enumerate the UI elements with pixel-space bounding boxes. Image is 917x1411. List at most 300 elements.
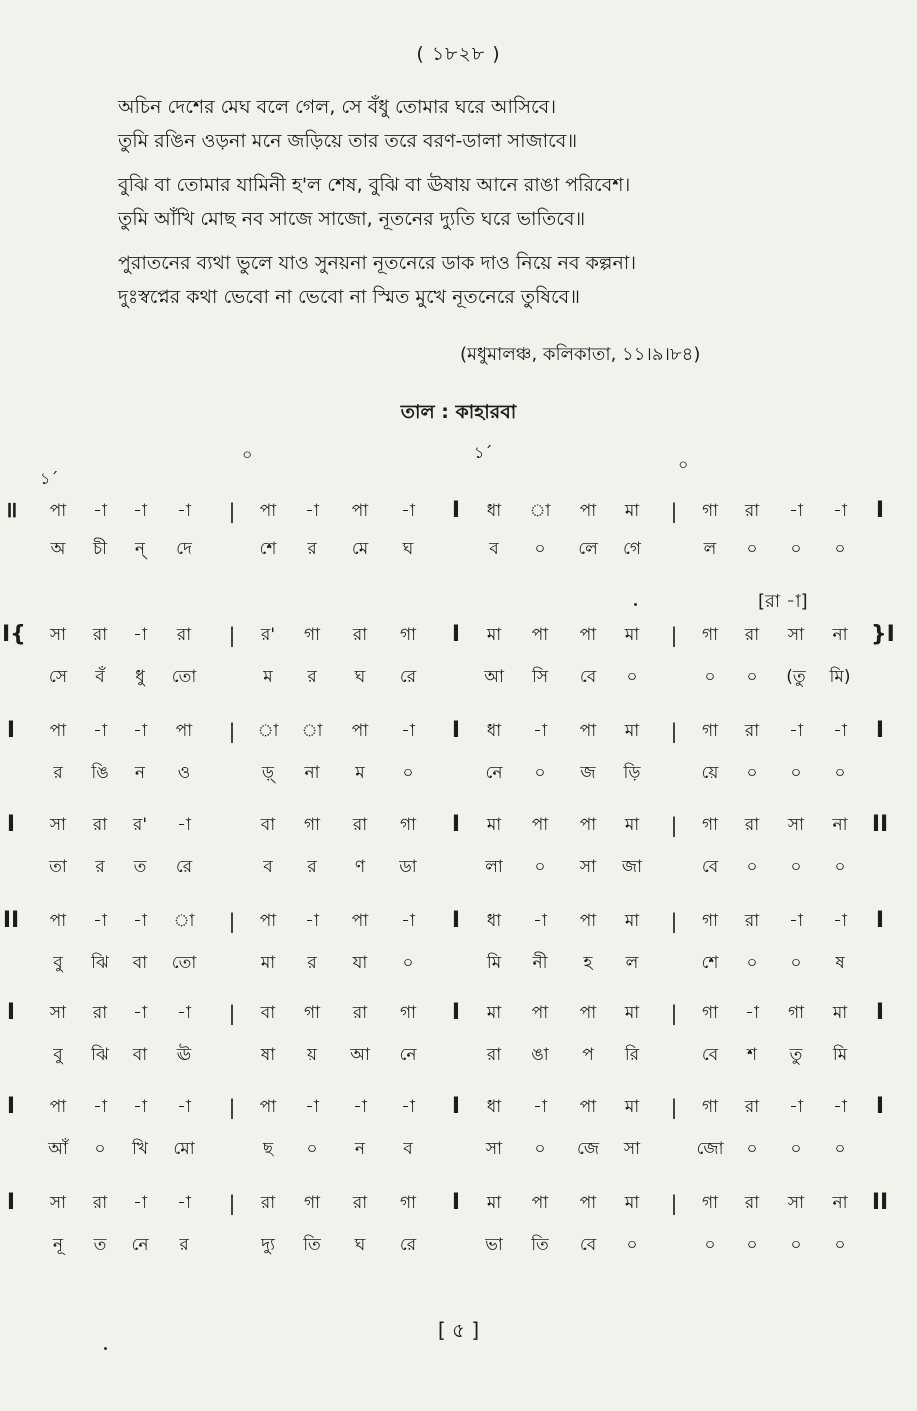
swara-note: ধা [486, 501, 502, 521]
lyric-syllable: সা [623, 1139, 641, 1159]
barline: | [670, 813, 678, 837]
swara-note: -া [305, 501, 319, 521]
lyric-syllable: ত [93, 1235, 107, 1255]
barline: II [871, 1190, 889, 1215]
lyric-syllable: লে [578, 539, 598, 559]
source-citation: (মধুমালঞ্চ, কলিকাতা, ১১।৯।৮৪) [460, 344, 701, 365]
barline: | [670, 1191, 678, 1215]
leading-barline: I [6, 1094, 16, 1119]
lyric-syllable: ঘ [354, 667, 366, 687]
swara-note: মা [486, 625, 502, 645]
swara-note: ধা [486, 721, 502, 741]
lyric-syllable: তি [303, 1235, 321, 1255]
swara-note: মা [624, 1193, 640, 1213]
lyrics-block [118, 92, 858, 316]
swara-note: ধা [486, 1097, 502, 1117]
lyric-syllable: ০ [402, 763, 414, 783]
swara-note: -া [401, 911, 415, 931]
swara-note: -া [401, 721, 415, 741]
barline: | [228, 719, 236, 743]
lyric-syllable: ০ [746, 1139, 758, 1159]
lyric-syllable: সা [579, 857, 597, 877]
swara-note: মা [624, 911, 640, 931]
barline: I [875, 498, 885, 523]
swara-note: গা [701, 1003, 719, 1023]
barline: | [670, 1095, 678, 1119]
tala-heading: তাল : কাহারবা [400, 401, 517, 423]
swara-note: গা [399, 815, 417, 835]
lyric-syllable: তা [49, 857, 67, 877]
swara-note: -া [93, 1097, 107, 1117]
barline: I [451, 908, 461, 933]
leading-barline: I [6, 1190, 16, 1215]
lyric-syllable: চী [92, 539, 108, 559]
lyric-syllable: ০ [534, 763, 546, 783]
lyric-line: তুমি রঙিন ওড়না মনে জড়িয়ে তার তরে বরণ-ডালা সাজাবে॥ [118, 130, 578, 152]
swara-note: রা [92, 1193, 108, 1213]
lyric-syllable: তু [789, 1045, 803, 1065]
swara-note: া [529, 501, 551, 521]
lyric-syllable: ষা [260, 1045, 276, 1065]
swara-note: মা [624, 721, 640, 741]
beat-marker: ১´ [474, 443, 493, 462]
beat-marker: ০ [678, 455, 689, 474]
swara-note: পা [351, 501, 369, 521]
swara-note: পা [351, 721, 369, 741]
barline: | [670, 1001, 678, 1025]
barline: I [451, 1094, 461, 1119]
swara-row [0, 620, 917, 650]
lyric-syllable: শে [701, 953, 719, 973]
swara-note: গা [701, 1097, 719, 1117]
swara-note: পা [49, 501, 67, 521]
swara-note: মা [486, 1003, 502, 1023]
leading-barline: I [6, 1000, 16, 1025]
lyric-syllable: ০ [834, 763, 846, 783]
barline: | [228, 499, 236, 523]
lyric-syllable: ০ [790, 1235, 802, 1255]
swara-note: -া [177, 815, 191, 835]
page-number-top: ( ১৮২৮ ) [416, 43, 501, 65]
lyric-syllable: মো [173, 1139, 195, 1159]
barline: I [451, 812, 461, 837]
lyric-syllable: র [53, 763, 63, 783]
lyric-syllable: ছ [262, 1139, 274, 1159]
lyric-syllable: ০ [704, 667, 716, 687]
lyric-syllable: ০ [746, 1235, 758, 1255]
lyric-syllable: ০ [790, 763, 802, 783]
swara-note: -া [133, 721, 147, 741]
lyric-syllable: আ [350, 1045, 370, 1065]
lyric-syllable-row [0, 758, 917, 788]
swara-note: -া [133, 1097, 147, 1117]
swara-note: পা [175, 721, 193, 741]
swara-note: রা [352, 815, 368, 835]
lyric-syllable: ড়্ [261, 763, 275, 783]
swara-note: গা [399, 1003, 417, 1023]
lyric-syllable-row [0, 1040, 917, 1070]
swara-row [0, 496, 917, 526]
swara-note: গা [787, 1003, 805, 1023]
swara-note: পা [49, 1097, 67, 1117]
swara-note: -া [133, 1193, 147, 1213]
lyric-syllable: জ [580, 763, 596, 783]
lyric-syllable: র [307, 953, 317, 973]
barline: | [228, 1001, 236, 1025]
swara-note: পা [579, 911, 597, 931]
swara-note: -া [789, 911, 803, 931]
lyric-syllable: বে [579, 1235, 597, 1255]
lyric-syllable: ঘ [354, 1235, 366, 1255]
swara-row [0, 810, 917, 840]
lyric-syllable: ন্ [134, 539, 146, 559]
lyric-syllable: শে [259, 539, 277, 559]
lyric-syllable-row [0, 1230, 917, 1260]
swara-note: -া [177, 1097, 191, 1117]
swara-note: মা [624, 501, 640, 521]
lyric-syllable: ০ [746, 539, 758, 559]
lyric-line: দুঃস্বপ্নের কথা ভেবো না ভেবো না স্মিত মুখে নূতনেরে তুষিবে॥ [118, 286, 580, 308]
lyric-syllable: মে [351, 539, 369, 559]
barline: | [670, 909, 678, 933]
lyric-syllable: আ [484, 667, 504, 687]
barline: | [670, 719, 678, 743]
lyric-syllable: মি) [829, 667, 851, 687]
lyric-syllable: প [582, 1045, 594, 1065]
swara-note: পা [531, 1003, 549, 1023]
lyric-syllable: র [307, 857, 317, 877]
swara-note: পা [579, 721, 597, 741]
lyric-syllable: ০ [790, 539, 802, 559]
swara-row [0, 998, 917, 1028]
swara-note: রা [352, 1003, 368, 1023]
swara-row [0, 716, 917, 746]
beat-marker: ১´ [40, 469, 59, 488]
lyric-syllable: নূ [52, 1235, 64, 1255]
barline: I [451, 718, 461, 743]
lyric-syllable: বা [132, 953, 148, 973]
swara-note: ধা [486, 911, 502, 931]
lyric-syllable-row [0, 1134, 917, 1164]
leading-barline: I [6, 812, 16, 837]
swara-note: -া [789, 501, 803, 521]
swara-note: সা [787, 625, 805, 645]
swara-note: রা [92, 1003, 108, 1023]
swara-note: রা [744, 815, 760, 835]
lyric-syllable: নী [532, 953, 548, 973]
swara-note: গা [303, 625, 321, 645]
lyric-syllable: ০ [402, 953, 414, 973]
swara-note: সা [49, 625, 67, 645]
lyric-syllable: ডা [399, 857, 417, 877]
swara-note: বা [260, 815, 276, 835]
swara-note: -া [533, 911, 547, 931]
swara-note: রা [92, 625, 108, 645]
lyric-syllable: মি [486, 953, 502, 973]
swara-note: রা [176, 625, 192, 645]
barline: | [228, 623, 236, 647]
lyric-syllable: না [304, 763, 320, 783]
swara-note: রা [744, 1193, 760, 1213]
lyric-syllable: ০ [94, 1139, 106, 1159]
lyric-syllable: বঁ [95, 667, 105, 687]
lyric-syllable: ঊ [176, 1045, 192, 1065]
lyric-syllable: হ [583, 953, 593, 973]
swara-note: -া [833, 501, 847, 521]
barline: I [451, 1190, 461, 1215]
swara-note: না [832, 815, 848, 835]
lyric-syllable: র [307, 667, 317, 687]
swara-note: রা [92, 815, 108, 835]
lyric-syllable: (তু [786, 667, 806, 687]
lyric-syllable: ঝি [91, 1045, 109, 1065]
swara-note: -া [789, 721, 803, 741]
lyric-syllable: নে [399, 1045, 417, 1065]
swara-note: পা [259, 911, 277, 931]
swara-note: রা [744, 911, 760, 931]
lyric-syllable: ল [625, 953, 639, 973]
lyric-syllable: মা [260, 953, 276, 973]
lyric-syllable: ম [263, 667, 273, 687]
lyric-syllable: তো [171, 667, 197, 687]
swara-note: পা [531, 625, 549, 645]
swara-note: -া [533, 1097, 547, 1117]
swara-note: া [257, 721, 279, 741]
barline: | [228, 1095, 236, 1119]
lyric-syllable: ০ [790, 953, 802, 973]
lyric-syllable: রে [399, 667, 417, 687]
barline: I [875, 1094, 885, 1119]
barline: I [875, 1000, 885, 1025]
lyric-syllable: নে [131, 1235, 149, 1255]
lyric-syllable: ০ [746, 667, 758, 687]
swara-note: া [301, 721, 323, 741]
lyric-syllable: ০ [746, 857, 758, 877]
lyric-syllable-row [0, 852, 917, 882]
swara-note: -া [789, 1097, 803, 1117]
lyric-syllable: ০ [534, 857, 546, 877]
swara-note: পা [579, 1003, 597, 1023]
barline: I [451, 1000, 461, 1025]
swara-note: গা [701, 911, 719, 931]
swara-note: পা [49, 911, 67, 931]
lyric-syllable: ০ [306, 1139, 318, 1159]
lyric-line: বুঝি বা তোমার যামিনী হ'ল শেষ, বুঝি বা ঊষায় আনে রাঙা পরিবেশ। [118, 174, 631, 196]
lyric-syllable: ষ [835, 953, 845, 973]
lyric-syllable: ব [263, 857, 273, 877]
swara-note: পা [579, 1097, 597, 1117]
swara-note: পা [49, 721, 67, 741]
lyric-syllable: ঙি [91, 763, 109, 783]
swara-note: -া [833, 721, 847, 741]
swara-note: া [173, 911, 195, 931]
lyric-syllable: ঝি [91, 953, 109, 973]
lyric-syllable: ব [403, 1139, 413, 1159]
lyric-syllable: ব [489, 539, 499, 559]
lyric-syllable: রা [486, 1045, 502, 1065]
swara-note: মা [486, 815, 502, 835]
swara-note: -া [533, 721, 547, 741]
lyric-syllable: ও [177, 763, 191, 783]
swara-note: সা [787, 1193, 805, 1213]
swara-note: বা [260, 1003, 276, 1023]
swara-note: -া [353, 1097, 367, 1117]
swara-note: রা [744, 625, 760, 645]
swara-note: র' [260, 625, 276, 645]
lyric-syllable: ত [133, 857, 147, 877]
swara-note: -া [305, 1097, 319, 1117]
lyric-syllable: ণ [354, 857, 366, 877]
swara-note: রা [260, 1193, 276, 1213]
swara-note: গা [303, 1003, 321, 1023]
lyric-line: তুমি আঁখি মোছ নব সাজে সাজো, নূতনের দ্যুতি ঘরে ভাতিবে॥ [118, 208, 586, 230]
swara-note: গা [399, 625, 417, 645]
swara-note: পা [351, 911, 369, 931]
swara-note: সা [49, 1193, 67, 1213]
lyric-syllable: ০ [834, 1139, 846, 1159]
swara-row [0, 1188, 917, 1218]
lyric-syllable: ০ [626, 667, 638, 687]
lyric-syllable: দে [176, 539, 192, 559]
swara-note: পা [579, 815, 597, 835]
barline: | [228, 1191, 236, 1215]
swara-note: পা [579, 625, 597, 645]
lyric-syllable: জে [576, 1139, 600, 1159]
lyric-syllable: ল [703, 539, 717, 559]
lyric-syllable: ০ [834, 1235, 846, 1255]
lyric-syllable-row [0, 534, 917, 564]
lyric-syllable: শ [746, 1045, 758, 1065]
swara-note: পা [531, 815, 549, 835]
swara-note: র' [132, 815, 148, 835]
swara-row [0, 1092, 917, 1122]
ink-dot [634, 603, 637, 606]
swara-note: মা [624, 815, 640, 835]
swara-note: -া [833, 911, 847, 931]
swara-note: -া [93, 501, 107, 521]
lyric-syllable: লা [485, 857, 503, 877]
barline: I [451, 622, 461, 647]
barline: | [670, 623, 678, 647]
swara-note: -া [93, 911, 107, 931]
barline: I [451, 498, 461, 523]
lyric-syllable: রে [399, 1235, 417, 1255]
lyric-syllable: ০ [746, 953, 758, 973]
barline: }I [871, 622, 895, 647]
lyric-syllable: সা [485, 1139, 503, 1159]
swara-note: না [832, 1193, 848, 1213]
lyric-syllable: ০ [790, 1139, 802, 1159]
lyric-syllable: মি [832, 1045, 848, 1065]
swara-note: গা [701, 721, 719, 741]
swara-note: পা [259, 1097, 277, 1117]
swara-note: মা [624, 1003, 640, 1023]
swara-note: -া [177, 1003, 191, 1023]
lyric-syllable: ০ [790, 857, 802, 877]
lyric-syllable: বু [53, 1045, 63, 1065]
swara-note: -া [133, 1003, 147, 1023]
swara-note: -া [133, 501, 147, 521]
swara-note: -া [177, 501, 191, 521]
lyric-syllable: বা [132, 1045, 148, 1065]
lyric-syllable: বে [701, 857, 719, 877]
swara-note: গা [399, 1193, 417, 1213]
lyric-syllable: ন [134, 763, 146, 783]
lyric-syllable: তো [171, 953, 197, 973]
lyric-syllable: ০ [704, 1235, 716, 1255]
swara-note: গা [701, 815, 719, 835]
swara-note: পা [531, 1193, 549, 1213]
swara-note: গা [303, 815, 321, 835]
beat-marker: ০ [242, 445, 253, 464]
swara-note: পা [579, 501, 597, 521]
swara-row [0, 906, 917, 936]
swara-note: গা [303, 1193, 321, 1213]
swara-note: মা [624, 1097, 640, 1117]
lyric-syllable: বে [579, 667, 597, 687]
lyric-syllable: রি [624, 1045, 640, 1065]
swara-note: মা [832, 1003, 848, 1023]
swara-note: রা [744, 1097, 760, 1117]
barline: | [670, 499, 678, 523]
lyric-syllable: ম [355, 763, 365, 783]
lyric-syllable: দ্যু [261, 1235, 275, 1255]
swara-note: না [832, 625, 848, 645]
lyric-syllable: আঁ [48, 1139, 68, 1159]
swara-note: রা [744, 721, 760, 741]
swara-note: সা [49, 815, 67, 835]
leading-barline: I [6, 718, 16, 743]
lyric-syllable: সে [48, 667, 68, 687]
swara-note: -া [305, 911, 319, 931]
lyric-syllable: ০ [626, 1235, 638, 1255]
swara-note: -া [177, 1193, 191, 1213]
lyric-syllable: গে [622, 539, 642, 559]
page-number-bottom: [ ৫ ] [437, 1318, 480, 1342]
swara-note: গা [701, 501, 719, 521]
barline: I [875, 908, 885, 933]
swara-note: -া [133, 911, 147, 931]
lyric-syllable-row [0, 948, 917, 978]
alternate-ending-note: [রা -া] [758, 591, 808, 612]
lyric-syllable: ০ [534, 1139, 546, 1159]
swara-note: -া [401, 501, 415, 521]
lyric-syllable: ঙা [531, 1045, 549, 1065]
lyric-syllable: ০ [834, 857, 846, 877]
lyric-syllable: ০ [746, 763, 758, 783]
lyric-syllable: খি [131, 1139, 149, 1159]
lyric-syllable: য়ে [701, 763, 719, 783]
swara-note: -া [133, 625, 147, 645]
lyric-line: অচিন দেশের মেঘ বলে গেল, সে বঁধু তোমার ঘরে আসিবে। [118, 96, 557, 118]
lyric-syllable: বে [701, 1045, 719, 1065]
swara-note: -া [745, 1003, 759, 1023]
swara-note: রা [352, 1193, 368, 1213]
swara-note: পা [259, 501, 277, 521]
lyric-syllable: জো [696, 1139, 724, 1159]
lyric-syllable: তি [531, 1235, 549, 1255]
lyric-syllable: ০ [534, 539, 546, 559]
lyric-syllable: ন [354, 1139, 366, 1159]
lyric-syllable: র [179, 1235, 189, 1255]
swara-note: মা [624, 625, 640, 645]
swara-note: গা [701, 625, 719, 645]
swara-note: -া [833, 1097, 847, 1117]
lyric-syllable: ধু [135, 667, 145, 687]
lyric-syllable: যা [352, 953, 368, 973]
lyric-syllable: ভা [485, 1235, 503, 1255]
lyric-syllable: য় [306, 1045, 317, 1065]
